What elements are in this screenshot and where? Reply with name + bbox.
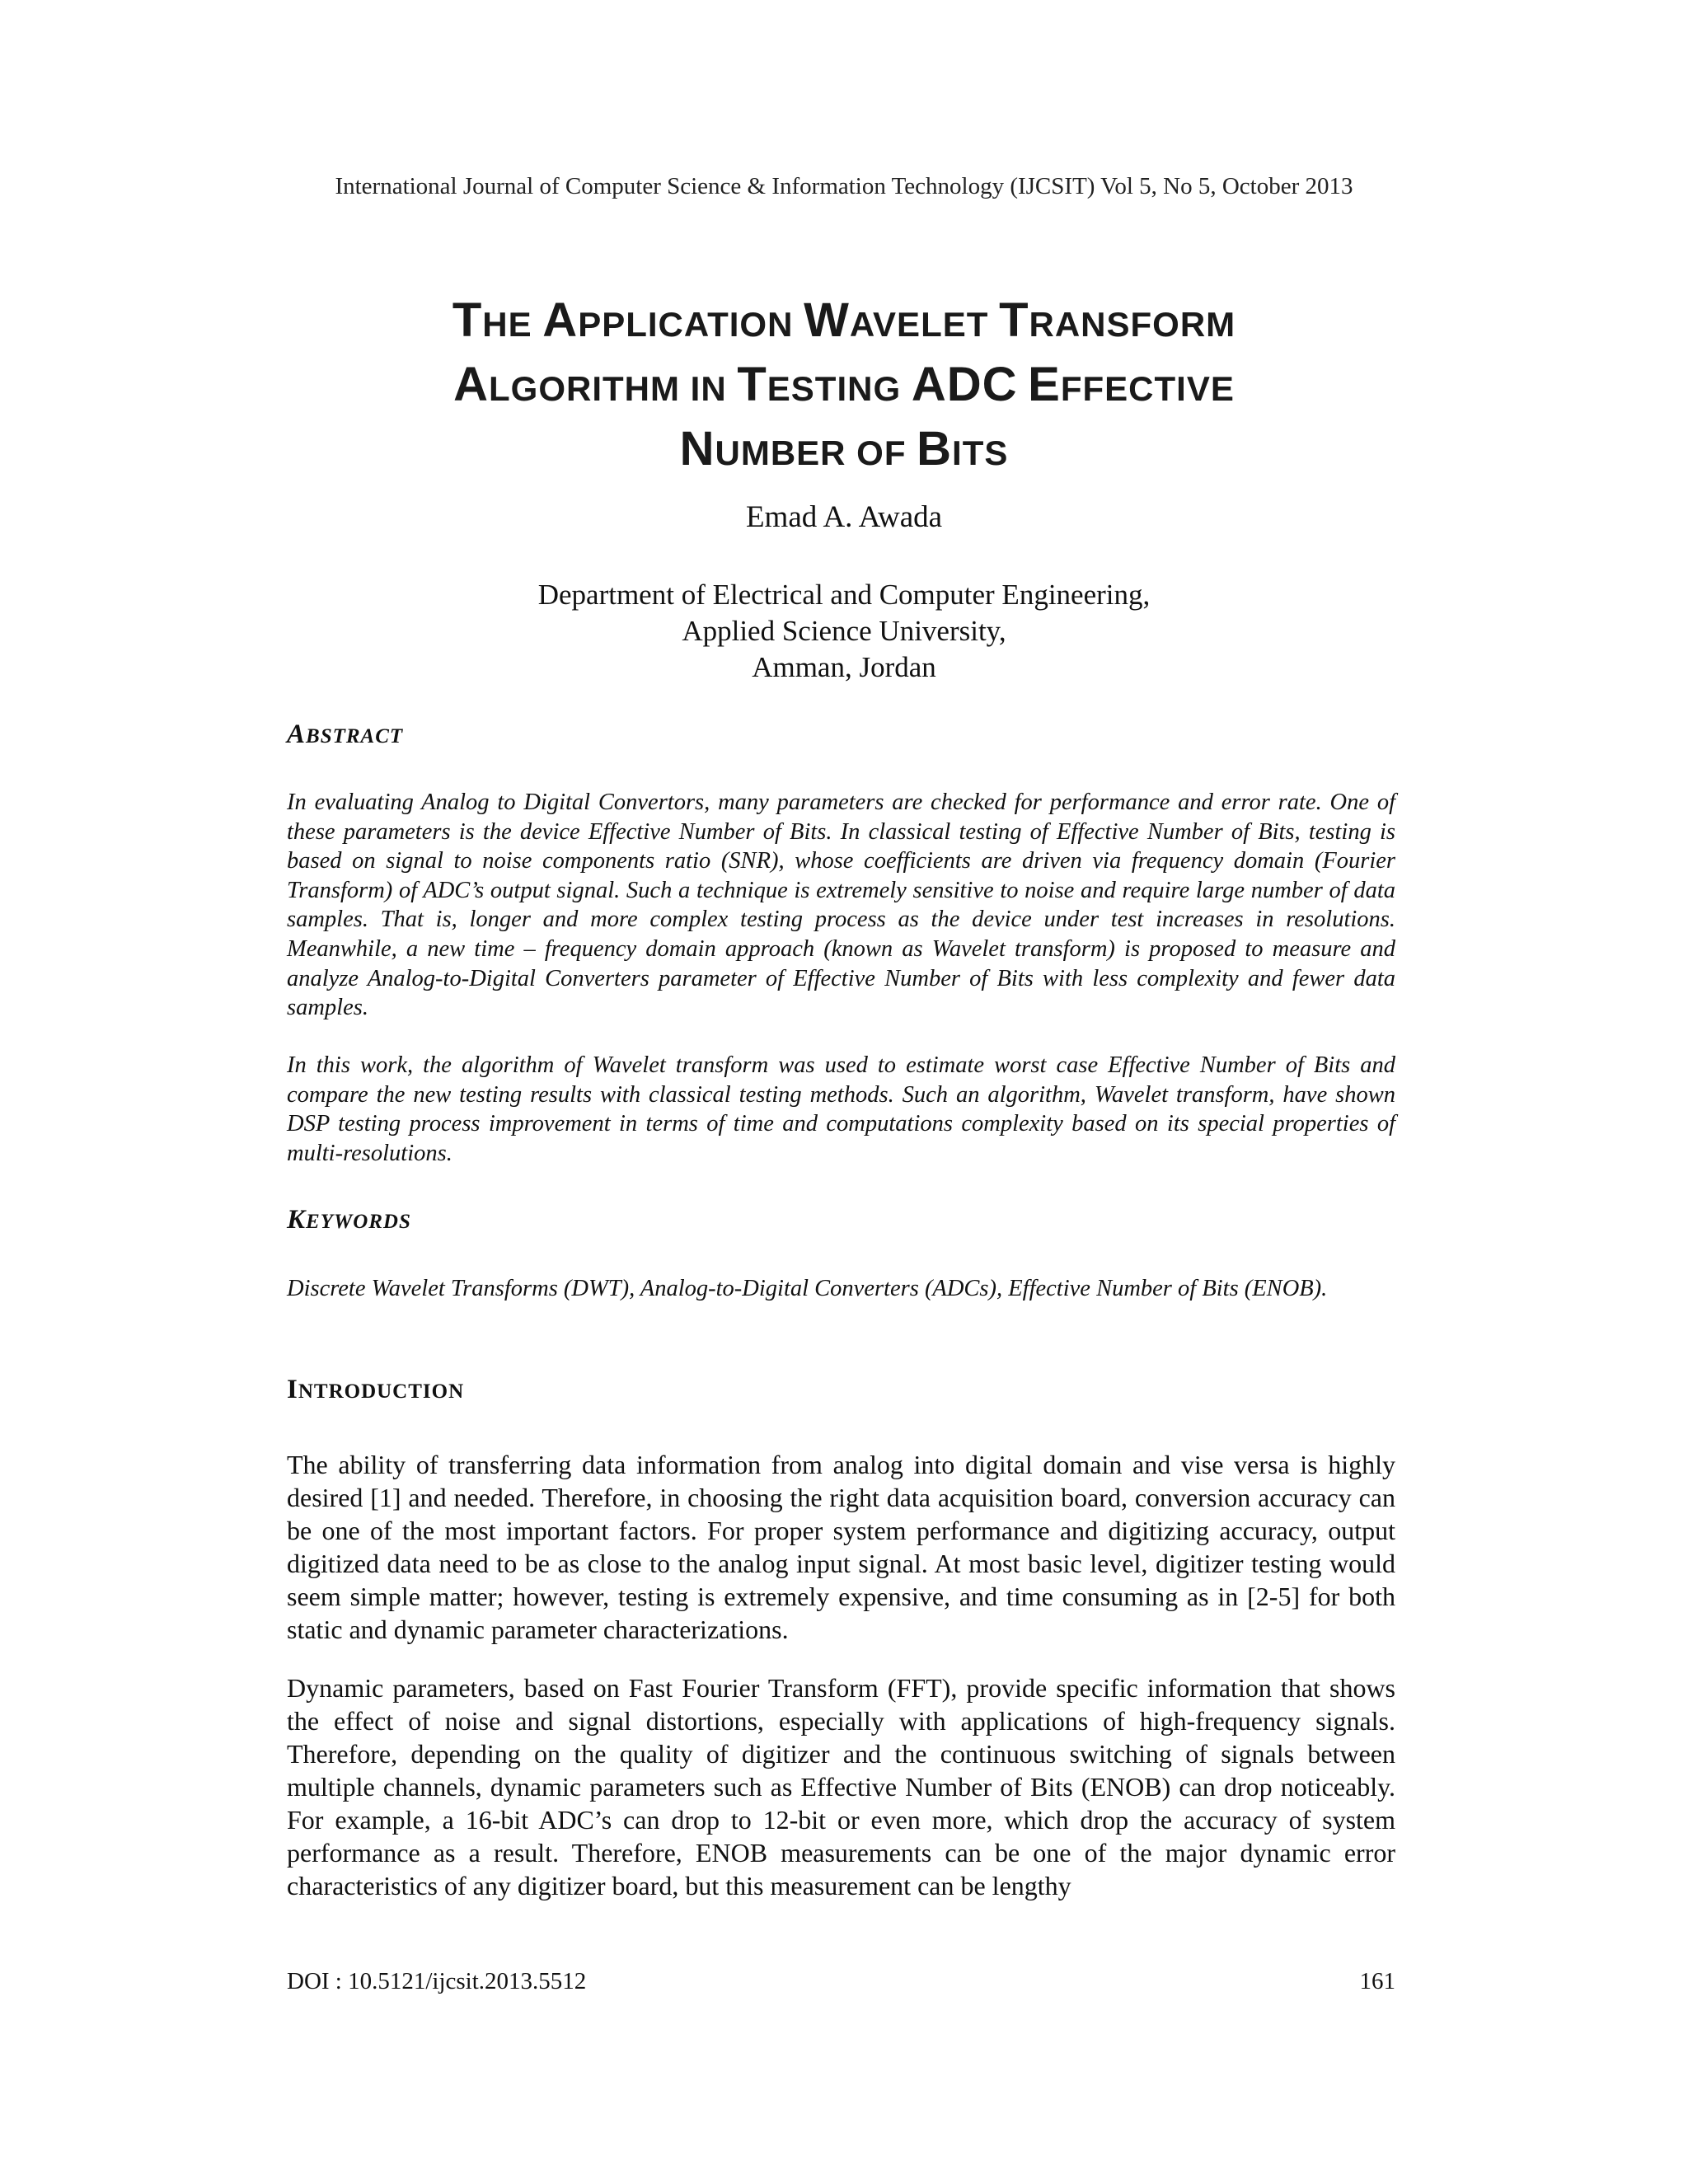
- title-word-rest: FFECTIVE: [1060, 369, 1235, 408]
- title-word-cap: A: [453, 358, 490, 411]
- title-word-cap: T: [999, 293, 1029, 347]
- title-word-cap: W: [804, 293, 850, 347]
- author-affiliation: [0, 577, 1688, 686]
- introduction-heading: INTRODUCTION: [287, 1375, 465, 1404]
- title-word-rest: HE: [482, 305, 543, 344]
- title-line-2: [0, 353, 1688, 417]
- doi-footer: DOI : 10.5121/ijcsit.2013.5512: [287, 1968, 587, 1994]
- introduction-paragraph-2: Dynamic parameters, based on Fast Fourier Transform (FFT), provide specific information that shows the effect of noise and signal distortions, especially with applications of high-frequency signals. Therefore, depending on the quality of digitizer and the continuous switching of signals between multiple channels, dynamic parameters such as Effective Number of Bits (ENOB) can drop noticeably. For example, a 16-bit ADC’s can drop to 12-bit or even more, which drop the accuracy of system performance as a result. Therefore, ENOB measurements can be one of the major dynamic error characteristics of any digitizer board, but this measurement can be lengthy: [287, 1673, 1395, 1900]
- title-word-cap: T: [452, 293, 483, 347]
- title-line-3: [0, 417, 1688, 481]
- title-word-cap: ADC: [911, 358, 1018, 411]
- abstract-paragraph-1: In evaluating Analog to Digital Convertors, many parameters are checked for performance and error rate. One of these parameters is the device Effective Number of Bits. In classical testing of Effective Number of Bits, testing is based on signal to noise components ratio (SNR), whose coefficients are driven via frequency domain (Fourier Transform) of ADC’s output signal. Such a technique is extremely sensitive to noise and require large number of data samples. That is, longer and more complex testing process as the device under test increases in resolutions. Meanwhile, a new time – frequency domain approach (known as Wavelet transform) is proposed to measure and analyze Analog-to-Digital Converters parameter of Effective Number of Bits with less complexity and fewer data samples.: [287, 790, 1395, 1021]
- title-line-1: [0, 288, 1688, 353]
- title-word-rest: RANSFORM: [1029, 305, 1236, 344]
- abstract-paragraph-2: In this work, the algorithm of Wavelet transform was used to estimate worst case Effective Number of Bits and compare the new testing results with classical testing methods. Such an algorithm, Wavelet transform, have shown DSP testing process improvement in terms of time and computations complexity based on its special properties of multi-resolutions.: [287, 1052, 1395, 1166]
- title-word-rest: [1017, 369, 1028, 408]
- affiliation-university: Applied Science University,: [682, 615, 1006, 647]
- title-word-cap: N: [679, 422, 715, 476]
- title-word-rest: PPLICATION: [578, 305, 804, 344]
- keywords-text: Discrete Wavelet Transforms (DWT), Analog-to-Digital Converters (ADCs), Effective Number of Bits (ENOB).: [287, 1276, 1328, 1301]
- title-word-rest: ESTING: [767, 369, 912, 408]
- title-word-rest: AVELET: [849, 305, 1000, 344]
- author-name: Emad A. Awada: [745, 500, 943, 534]
- title-word-rest: ITS: [952, 434, 1009, 472]
- title-word-cap: A: [542, 293, 579, 347]
- title-word-cap: T: [737, 358, 767, 411]
- title-word-rest: LGORITHM IN: [489, 369, 738, 408]
- affiliation-location: Amman, Jordan: [752, 651, 936, 683]
- keywords-heading: KEYWORDS: [287, 1205, 411, 1235]
- page-number: 161: [1359, 1968, 1395, 1994]
- abstract-heading: ABSTRACT: [287, 719, 404, 749]
- title-word-cap: B: [917, 422, 953, 476]
- title-word-cap: E: [1028, 358, 1061, 411]
- paper-title: [0, 288, 1688, 481]
- introduction-paragraph-1: The ability of transferring data information from analog into digital domain and vise versa is highly desired [1] and needed. Therefore, in choosing the right data acquisition board, conversion accuracy can be one of the most important factors. For proper system performance and digitizing accuracy, output digitized data need to be as close to the analog input signal. At most basic level, digitizer testing would seem simple matter; however, testing is extremely expensive, and time consuming as in [2-5] for both static and dynamic parameter characterizations.: [287, 1450, 1395, 1644]
- title-word-rest: UMBER OF: [715, 434, 917, 472]
- affiliation-department: Department of Electrical and Computer Engineering,: [537, 579, 1151, 611]
- running-header: International Journal of Computer Science & Information Technology (IJCSIT) Vol 5, No 5, October 2013: [335, 173, 1353, 199]
